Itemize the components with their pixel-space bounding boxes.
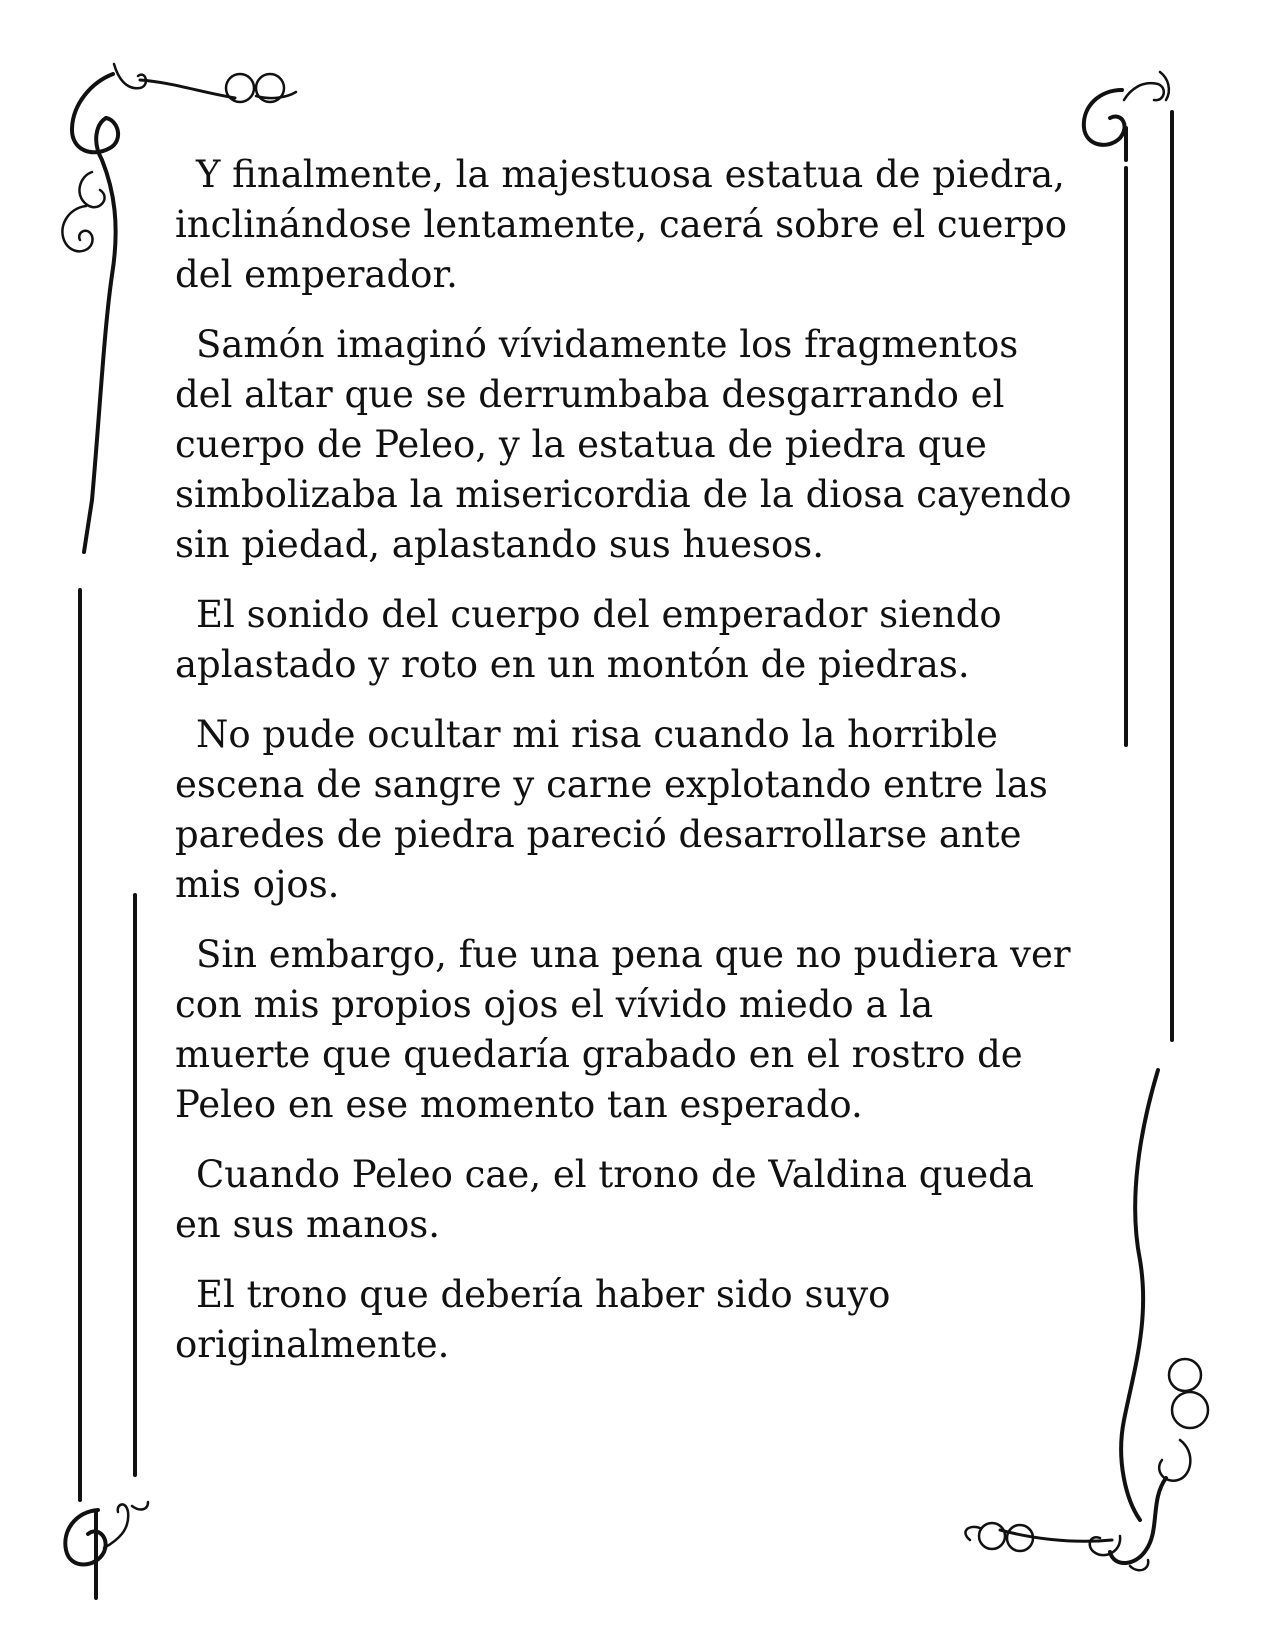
paragraph-1: Y finalmente, la majestuosa estatua de piedra, inclinándose lentamente, caerá sobre el cuerpo del emperador. bbox=[175, 153, 1068, 296]
top-right-flourish bbox=[1084, 72, 1169, 160]
paragraph-4: No pude ocultar mi risa cuando la horrible escena de sangre y carne explotando entre las paredes de piedra pareció desarrollarse ante mis ojos. bbox=[175, 713, 1048, 906]
paragraph-3: El sonido del cuerpo del emperador siendo aplastado y roto en un montón de piedras. bbox=[175, 593, 1002, 686]
paragraph-5: Sin embargo, fue una pena que no pudiera ver con mis propios ojos el vívido miedo a la muerte que quedaría grabado en el rostro de Peleo en ese momento tan esperado. bbox=[175, 933, 1071, 1126]
paragraph-7: El trono que debería haber sido suyo originalmente. bbox=[175, 1273, 891, 1366]
paragraph-2: Samón imaginó vívidamente los fragmentos del altar que se derrumbaba desgarrando el cuerpo de Peleo, y la estatua de piedra que simbolizaba la misericordia de la diosa cayendo sin piedad, aplastando sus huesos. bbox=[175, 323, 1072, 566]
paragraph-6: Cuando Peleo cae, el trono de Valdina queda en sus manos. bbox=[175, 1153, 1034, 1246]
bottom-left-flourish bbox=[65, 1502, 148, 1598]
page-text bbox=[175, 150, 1075, 1390]
